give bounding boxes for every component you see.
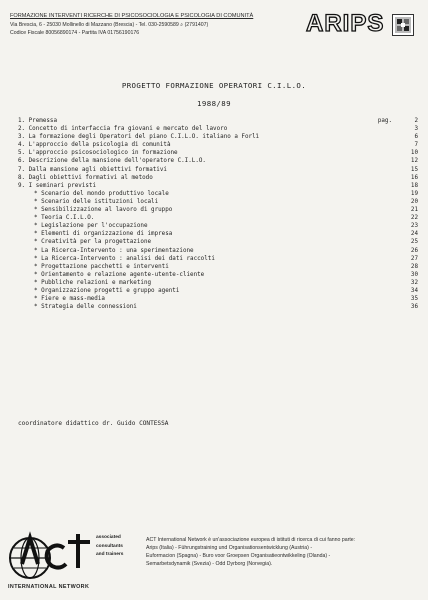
toc-page-number: 23 <box>410 223 418 230</box>
seminar-entry: * Pubbliche relazioni e marketing <box>34 279 152 286</box>
toc-entry: 2. Concetto di interfaccia fra giovani e mercato del lavoro <box>18 126 228 133</box>
network-description <box>146 536 420 568</box>
toc-entry: 4. L'approccio della psicologia di comunità <box>18 142 171 149</box>
toc-row <box>18 222 418 230</box>
toc-row <box>18 303 418 311</box>
association-words <box>96 534 142 560</box>
toc-row <box>18 230 418 238</box>
org-name: FORMAZIONE INTERVENTI RICERCHE DI PSICOSOCIOLOGIA E PSICOLOGIA DI COMUNITÀ <box>10 13 254 19</box>
toc-row <box>18 157 418 165</box>
arips-emblem-icon <box>392 14 414 36</box>
page-column-label: pag. <box>377 118 392 124</box>
toc-page-number: 34 <box>410 287 418 294</box>
toc-page-number: 28 <box>410 263 418 270</box>
toc-row <box>18 247 418 255</box>
toc-page-number: 16 <box>410 174 418 181</box>
org-address: Via Brescia, 6 - 25030 Mollinello di Mazzano (Brescia) - Tel. 030-2590589 ⌕ (2791407) <box>10 21 209 28</box>
seminar-entry: * Progettazione pacchetti e interventi <box>34 263 169 270</box>
toc-entry: 9. I seminari previsti <box>18 182 97 189</box>
seminar-entry: * La Ricerca-Intervento : una sperimentazione <box>34 247 194 254</box>
toc-row <box>18 125 418 133</box>
toc-row <box>18 190 418 198</box>
toc-page-number: 35 <box>410 296 418 303</box>
document-title: PROGETTO FORMAZIONE OPERATORI C.I.L.O. <box>121 81 307 90</box>
toc-row <box>18 141 418 149</box>
toc-page-number: 18 <box>410 182 418 189</box>
toc-row <box>18 255 418 263</box>
toc-page-number: 6 <box>414 134 418 141</box>
toc-page-number: 36 <box>410 304 418 311</box>
toc-page-number: 10 <box>410 150 418 157</box>
toc-page-number: 7 <box>414 142 418 149</box>
footer-line: Euformacion (Spagna) - Buro voor Groepsen Organisatieontwikkeling (Olanda) - <box>146 553 331 559</box>
toc-entry: 7. Dalla mansione agli obiettivi formativi <box>18 166 167 173</box>
toc-row <box>18 174 418 182</box>
network-label: INTERNATIONAL NETWORK <box>8 584 90 590</box>
seminar-entry: * Fiere e mass-media <box>34 296 105 303</box>
toc-page-number: 25 <box>410 239 418 246</box>
seminar-entry: * Scenario delle istituzioni locali <box>34 198 159 205</box>
footer-line: ACT International Network è un'associazione europea di istituti di ricerca di cui fanno parte: <box>146 537 356 543</box>
seminar-entry: * Organizzazione progetti e gruppo agenti <box>34 287 180 294</box>
letterhead <box>10 8 418 60</box>
toc-row <box>18 166 418 174</box>
footer-line: Arips (Italia) - Führungstraining und Organisationsentwicklung (Austria) - <box>146 545 313 551</box>
toc-row <box>18 238 418 246</box>
toc-page-number: 21 <box>410 207 418 214</box>
seminar-entry: * Sensibilizzazione al lavoro di gruppo <box>34 207 173 214</box>
seminar-entry: * Teoria C.I.L.O. <box>34 215 95 222</box>
toc-page-number: 26 <box>410 247 418 254</box>
seminar-entry: * Orientamento e relazione agente-utente-cliente <box>34 271 205 278</box>
association-word: associated <box>96 535 121 540</box>
toc-page-number: 27 <box>410 255 418 262</box>
toc-row <box>18 214 418 222</box>
toc-page-number: 15 <box>410 166 418 173</box>
toc-page-number: 22 <box>410 215 418 222</box>
footer <box>8 528 420 594</box>
seminar-entry: * Elementi di organizzazione di impresa <box>34 231 173 238</box>
toc-row <box>18 279 418 287</box>
toc-row <box>18 182 418 190</box>
seminar-entry: * Legislazione per l'occupazione <box>34 223 148 230</box>
toc-row <box>18 206 418 214</box>
toc-page-number: 20 <box>410 198 418 205</box>
toc-page-number: 19 <box>410 190 418 197</box>
arips-logo: ARIPS <box>306 10 385 37</box>
seminar-entry: * Scenario del mondo produttivo locale <box>34 190 169 197</box>
footer-line: Semarbetsdynamik (Svezia) - Odd Dyrborg (Norvegia). <box>146 561 273 567</box>
seminar-entry: * Strategia delle connessioni <box>34 304 137 311</box>
toc-entry: 6. Descrizione della mansione dell'operatore C.I.L.O. <box>18 158 206 165</box>
coordinator-line: coordinatore didattico dr. Guido CONTESSA <box>18 420 169 427</box>
toc-page-number: 12 <box>410 158 418 165</box>
seminar-entry: * La Ricerca-Intervento : analisi dei dati raccolti <box>34 255 215 262</box>
toc-page-number: 30 <box>410 271 418 278</box>
table-of-contents <box>18 117 418 311</box>
toc-row <box>18 295 418 303</box>
seminar-entry: * Creatività per la progettazione <box>34 239 152 246</box>
toc-row <box>18 263 418 271</box>
letterhead-text <box>10 12 292 38</box>
toc-entry: 5. L'approccio psicosociologico in formazione <box>18 150 178 157</box>
toc-page-number: 32 <box>410 279 418 286</box>
association-word: consultants <box>96 543 123 549</box>
association-word: and trainers <box>96 552 124 557</box>
toc-row <box>18 271 418 279</box>
toc-page-number: 3 <box>414 126 418 133</box>
org-tax-info: Codice Fiscale 80056890174 - Partita IVA 01756190176 <box>10 30 140 37</box>
toc-entry: 1. Premessa <box>18 118 58 124</box>
document-year: 1988/89 <box>197 99 231 108</box>
toc-row <box>18 198 418 206</box>
toc-entry: 8. Dagli obiettivi formativi al metodo <box>18 174 153 181</box>
toc-row <box>18 149 418 157</box>
toc-page-number: 2 <box>414 118 418 124</box>
toc-row <box>18 117 418 125</box>
toc-entry: 3. La formazione degli Operatori del piano C.I.L.O. italiano a Forlì <box>18 134 260 141</box>
toc-row <box>18 133 418 141</box>
toc-row <box>18 287 418 295</box>
toc-page-number: 24 <box>410 231 418 238</box>
